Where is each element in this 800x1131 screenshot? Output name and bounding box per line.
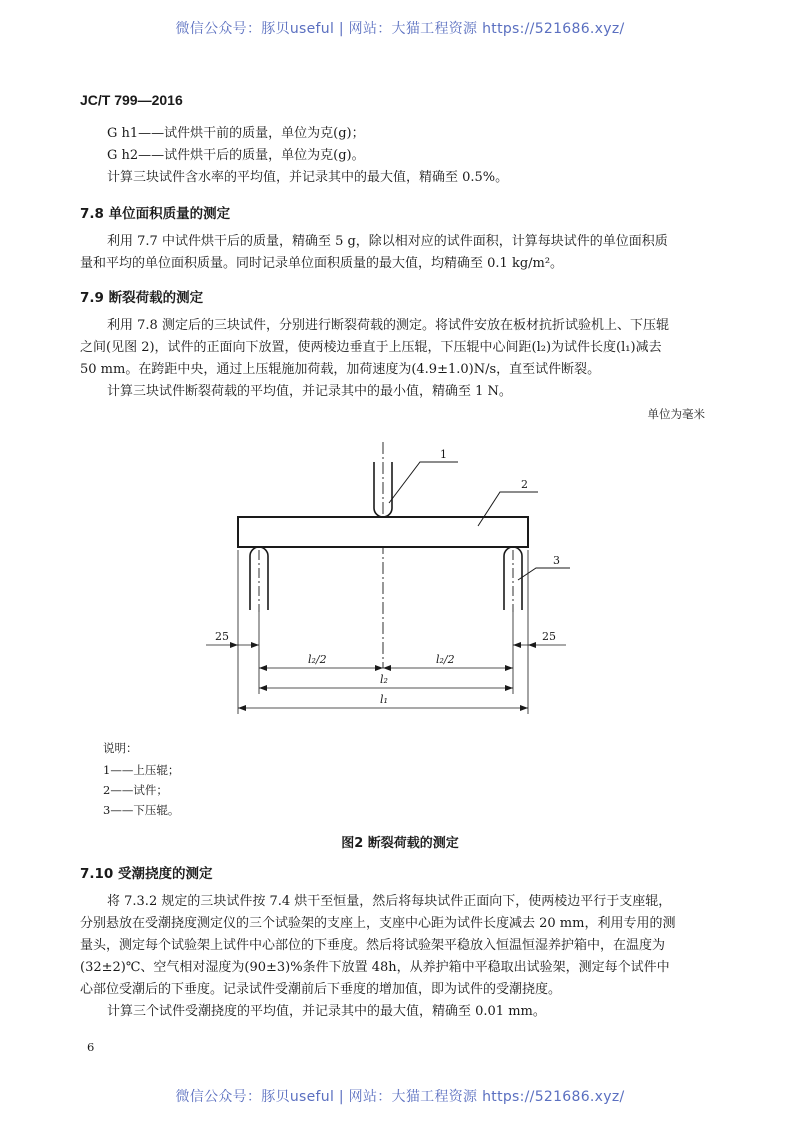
legend-item-1: 1——上压辊；	[103, 763, 180, 777]
dim-length: l₁	[380, 693, 388, 706]
legend-item-2: 2——试件；	[103, 783, 168, 797]
section-7-10-heading: 7.10 受潮挠度的测定	[80, 866, 213, 882]
section-7-9-line-1: 利用 7.8 测定后的三块试件，分别进行断裂荷载的测定。将试件安放在板材抗折试验机上、下压辊	[107, 318, 669, 333]
watermark-bottom: 微信公众号：豚贝useful | 网站：大猫工程资源 https://521686.xyz/	[175, 1089, 625, 1105]
section-7-10-line-5: 心部位受潮后的下垂度。记录试件受潮前后下垂度的增加值，即为试件的受潮挠度。	[80, 982, 562, 997]
section-7-9-heading: 7.9 断裂荷载的测定	[80, 290, 204, 306]
section-7-9-line-3: 50 mm。在跨距中央，通过上压辊施加荷载，加荷速度为(4.9±1.0)N/s，直至试件断裂。	[80, 362, 601, 377]
callout-1-leader	[389, 462, 458, 503]
section-7-10-line-1: 将 7.3.2 规定的三块试件按 7.4 烘干至恒量，然后将每块试件正面向下，使两棱边平行于支座辊，	[107, 894, 672, 909]
callout-3: 3	[553, 554, 560, 567]
figure-caption: 图2 断裂荷载的测定	[341, 836, 459, 851]
dim-half-left: l₂/2	[308, 653, 327, 666]
definition-gh2: G h2——试件烘干后的质量，单位为克(g)。	[107, 148, 365, 163]
section-7-8-line-1: 利用 7.7 中试件烘干后的质量，精确至 5 g，除以相对应的试件面积，计算每块试件的单位面积质	[107, 234, 668, 249]
dim-25-left: 25	[215, 630, 229, 643]
watermark-top: 微信公众号：豚贝useful | 网站：大猫工程资源 https://521686.xyz/	[175, 21, 625, 37]
standard-code: JC/T 799—2016	[80, 92, 183, 108]
callout-1: 1	[440, 448, 447, 461]
definition-gh1: G h1——试件烘干前的质量，单位为克(g)；	[107, 126, 365, 141]
section-7-10-line-6: 计算三个试件受潮挠度的平均值，并记录其中的最大值，精确至 0.01 mm。	[107, 1004, 546, 1019]
callout-2: 2	[521, 478, 528, 491]
specimen	[238, 517, 528, 547]
callout-3-leader	[518, 568, 570, 580]
dim-half-right: l₂/2	[436, 653, 455, 666]
section-7-9-line-2: 之间(见图 2)，试件的正面向下放置，使两棱边垂直于上压辊，下压辊中心间距(l₂)为试件长度(l₁)减去	[80, 340, 662, 355]
legend-item-3: 3——下压辊。	[103, 803, 180, 817]
section-7-10-line-4: (32±2)℃、空气相对湿度为(90±3)%条件下放置 48h，从养护箱中平稳取出试验架，测定每个试件中	[80, 960, 670, 975]
moisture-calc-line: 计算三块试件含水率的平均值，并记录其中的最大值，精确至 0.5%。	[107, 170, 509, 185]
section-7-8-line-2: 量和平均的单位面积质量。同时记录单位面积质量的最大值，均精确至 0.1 kg/m²。	[80, 256, 564, 271]
section-7-8-heading: 7.8 单位面积质量的测定	[80, 206, 231, 222]
section-7-10-line-3: 量头，测定每个试验架上试件中心部位的下垂度。然后将试验架平稳放入恒温恒湿养护箱中，在温度为	[80, 938, 666, 953]
dim-25-right: 25	[542, 630, 556, 643]
figure-2-diagram	[0, 430, 800, 730]
page-number: 6	[87, 1040, 95, 1054]
dim-span: l₂	[380, 673, 388, 686]
section-7-9-line-4: 计算三块试件断裂荷载的平均值，并记录其中的最小值，精确至 1 N。	[107, 384, 512, 399]
section-7-10-line-2: 分别悬放在受潮挠度测定仪的三个试验架的支座上，支座中心距为试件长度减去 20 mm，利用专用的测	[80, 916, 676, 931]
unit-note: 单位为毫米	[647, 407, 705, 421]
legend-title: 说明：	[103, 741, 138, 755]
